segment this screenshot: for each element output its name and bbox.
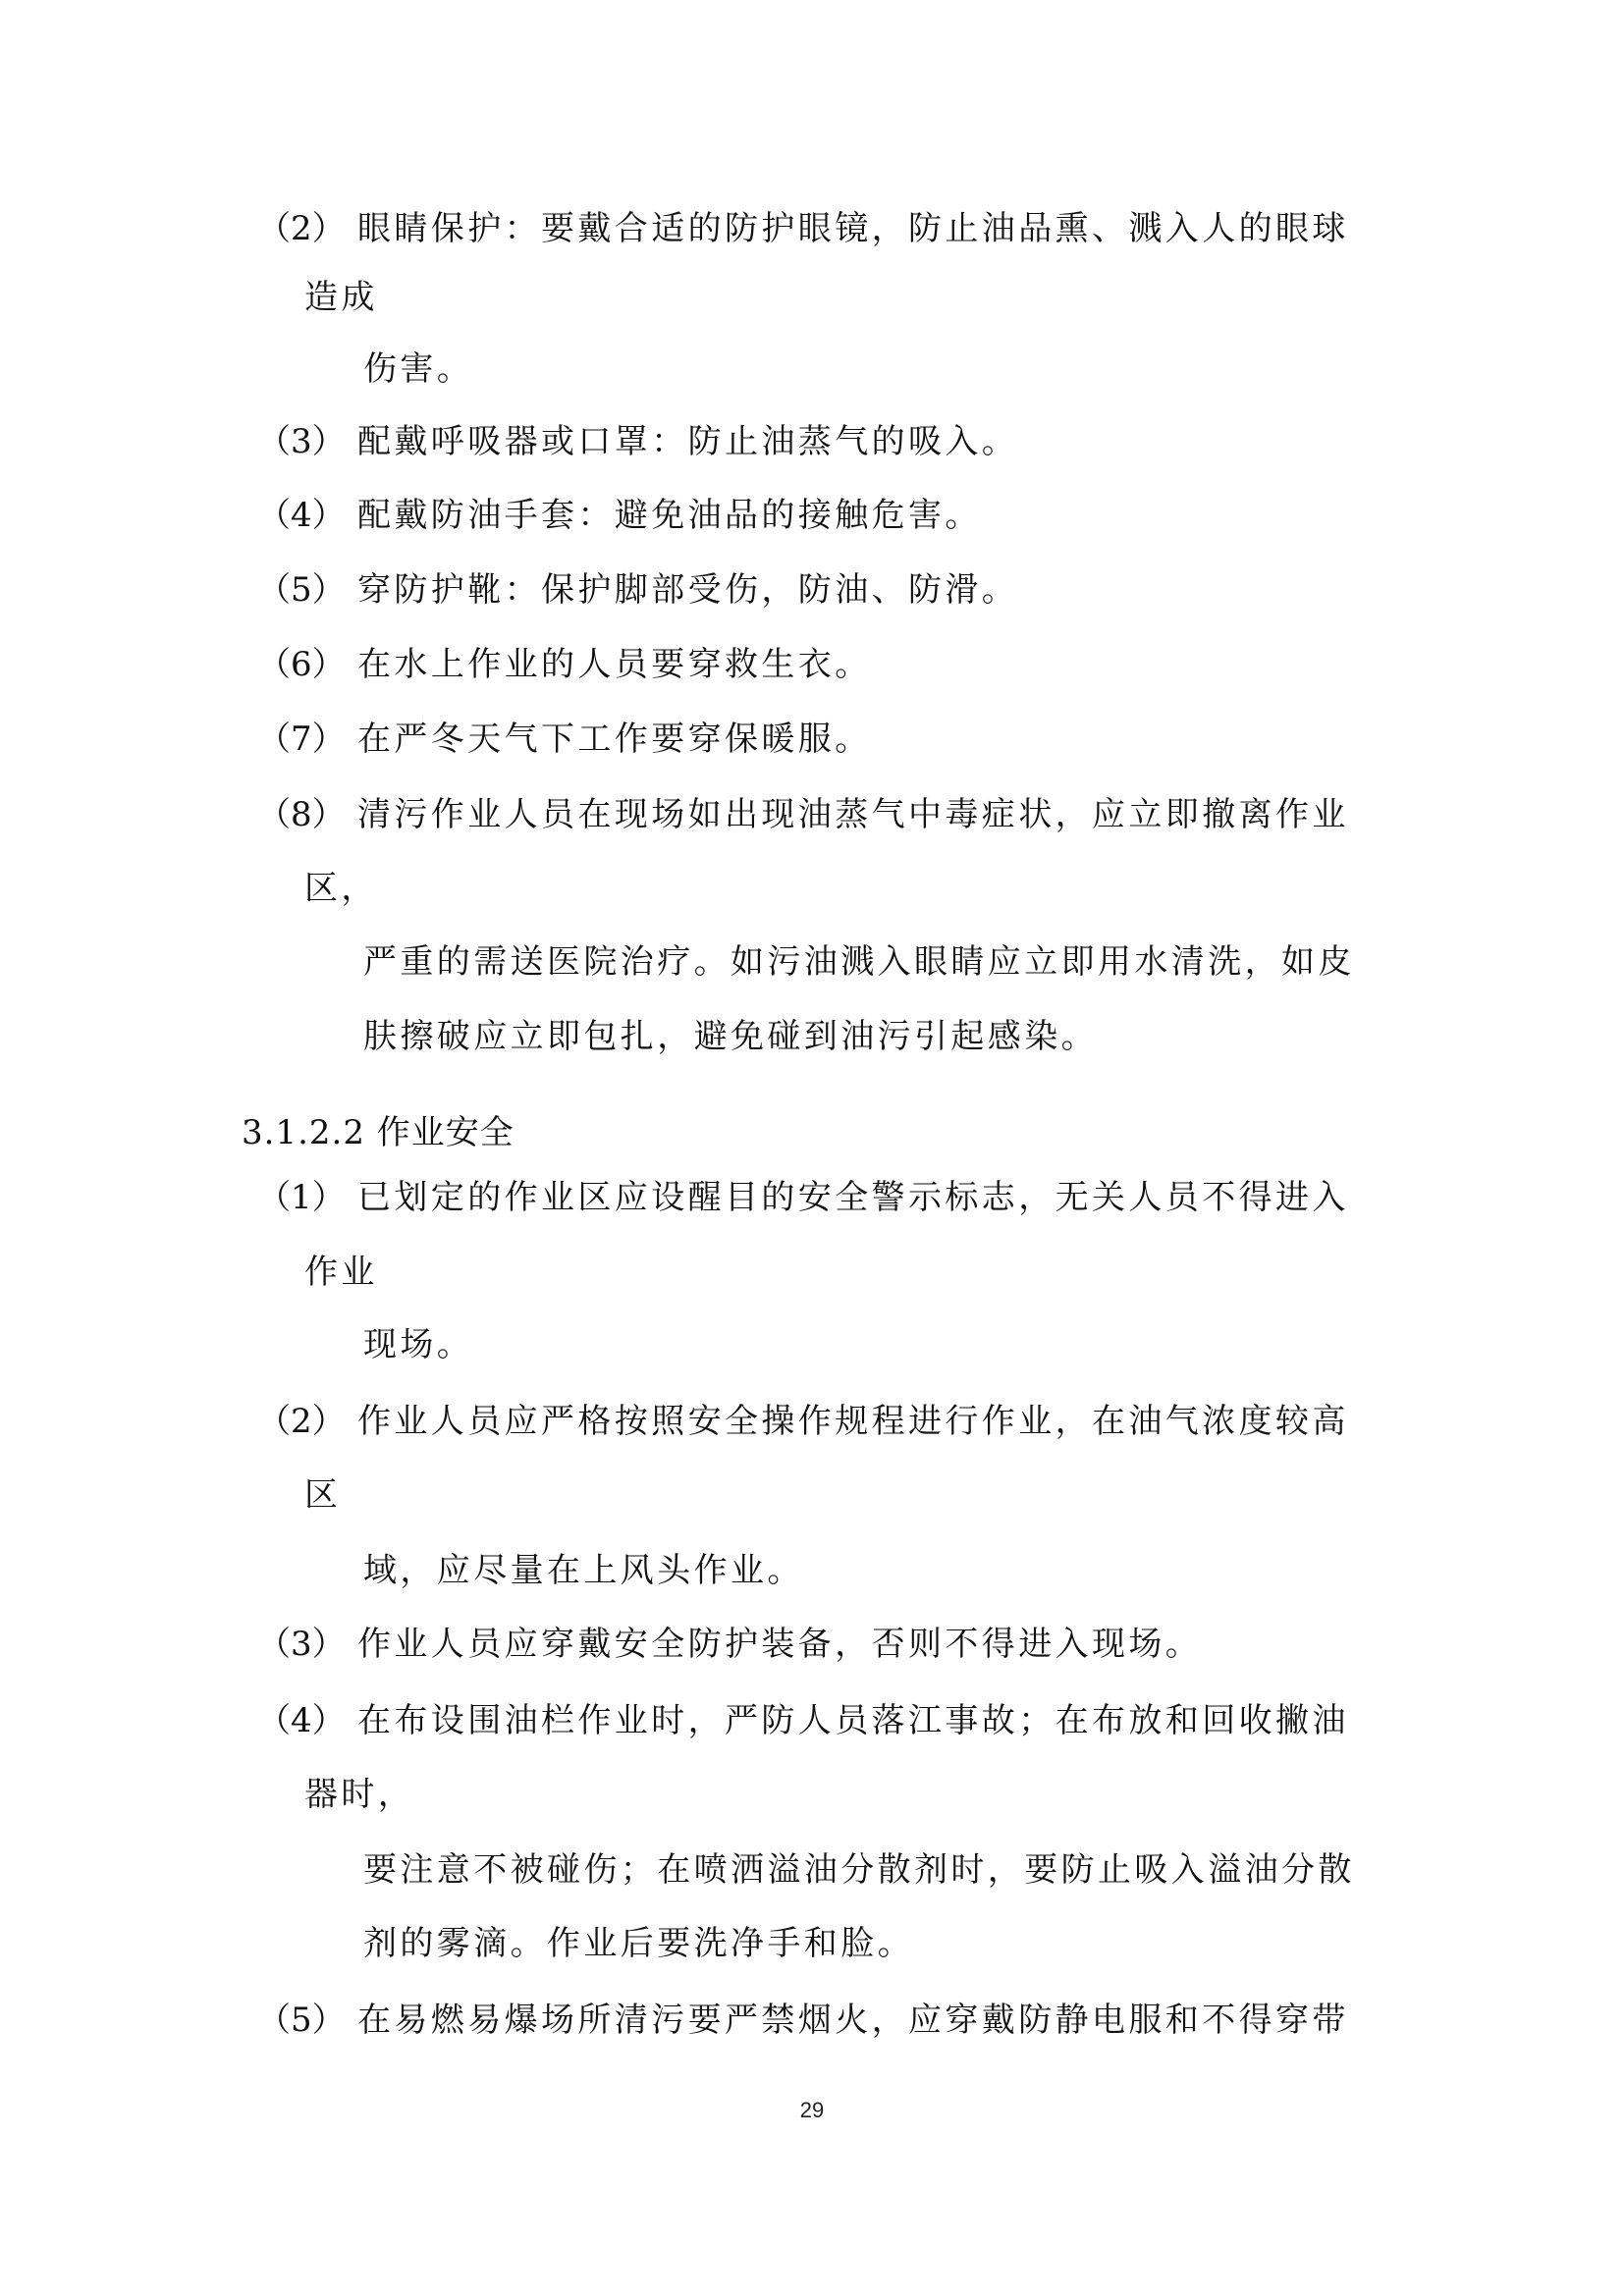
item-text: 作业人员应穿戴安全防护装备，否则不得进入现场。 [357, 1625, 1203, 1664]
item-text: 在布设围油栏作业时，严防人员落江事故；在布放和回收撇油 [357, 1701, 1349, 1740]
list-item [257, 1178, 1349, 1217]
item-text: 配戴防油手套：避免油品的接触危害。 [357, 496, 982, 535]
list-item [257, 570, 1018, 610]
item-text: 配戴呼吸器或口罩：防止油蒸气的吸入。 [357, 422, 1019, 461]
list-item [257, 1402, 1349, 1441]
list-item [257, 795, 1349, 834]
item-number: （5） [257, 2001, 346, 2040]
item-number: （5） [257, 570, 346, 610]
item-continuation: 器时， [304, 1775, 415, 1814]
item-number: （7） [257, 720, 346, 759]
list-item [257, 496, 982, 535]
item-text: 在严冬天气下工作要穿保暖服。 [357, 720, 872, 759]
item-continuation: 区 [304, 1475, 342, 1515]
item-number: （4） [257, 1701, 346, 1740]
item-number: （1） [257, 1178, 346, 1217]
item-continuation: 现场。 [363, 1325, 474, 1364]
item-continuation: 严重的需送医院治疗。如污油溅入眼睛应立即用水清洗，如皮 [363, 942, 1355, 982]
list-item [257, 2001, 1349, 2040]
item-number: （3） [257, 422, 346, 461]
item-text: 在水上作业的人员要穿救生衣。 [357, 645, 872, 684]
list-item [257, 645, 872, 684]
item-continuation: 肤擦破应立即包扎，避免碰到油污引起感染。 [363, 1017, 1098, 1056]
item-text: 穿防护靴：保护脚部受伤，防油、防滑。 [357, 570, 1019, 610]
item-continuation: 区， [304, 869, 378, 908]
list-item [257, 422, 1018, 461]
item-number: （4） [257, 496, 346, 535]
page-number: 29 [799, 2098, 825, 2122]
item-continuation: 域，应尽量在上风头作业。 [363, 1551, 804, 1590]
item-text: 已划定的作业区应设醒目的安全警示标志，无关人员不得进入 [357, 1178, 1349, 1217]
item-continuation: 剂的雾滴。作业后要洗净手和脸。 [363, 1924, 914, 1963]
item-number: （2） [257, 209, 346, 248]
item-number: （6） [257, 645, 346, 684]
list-item [257, 1701, 1349, 1740]
item-continuation: 伤害。 [363, 349, 474, 389]
list-item [257, 209, 1349, 248]
item-text: 在易燃易爆场所清污要严禁烟火，应穿戴防静电服和不得穿带 [357, 2001, 1349, 2040]
item-number: （8） [257, 795, 346, 834]
item-continuation: 造成 [304, 278, 378, 317]
section-heading: 3.1.2.2 作业安全 [242, 1113, 514, 1152]
item-continuation: 要注意不被碰伤；在喷洒溢油分散剂时，要防止吸入溢油分散 [363, 1850, 1355, 1890]
item-number: （3） [257, 1625, 346, 1664]
item-text: 眼睛保护：要戴合适的防护眼镜，防止油品熏、溅入人的眼球 [357, 209, 1349, 248]
list-item [257, 720, 872, 759]
item-text: 清污作业人员在现场如出现油蒸气中毒症状，应立即撤离作业 [357, 795, 1349, 834]
item-text: 作业人员应严格按照安全操作规程进行作业，在油气浓度较高 [357, 1402, 1349, 1441]
list-item [257, 1625, 1202, 1664]
item-number: （2） [257, 1402, 346, 1441]
item-continuation: 作业 [304, 1253, 378, 1292]
